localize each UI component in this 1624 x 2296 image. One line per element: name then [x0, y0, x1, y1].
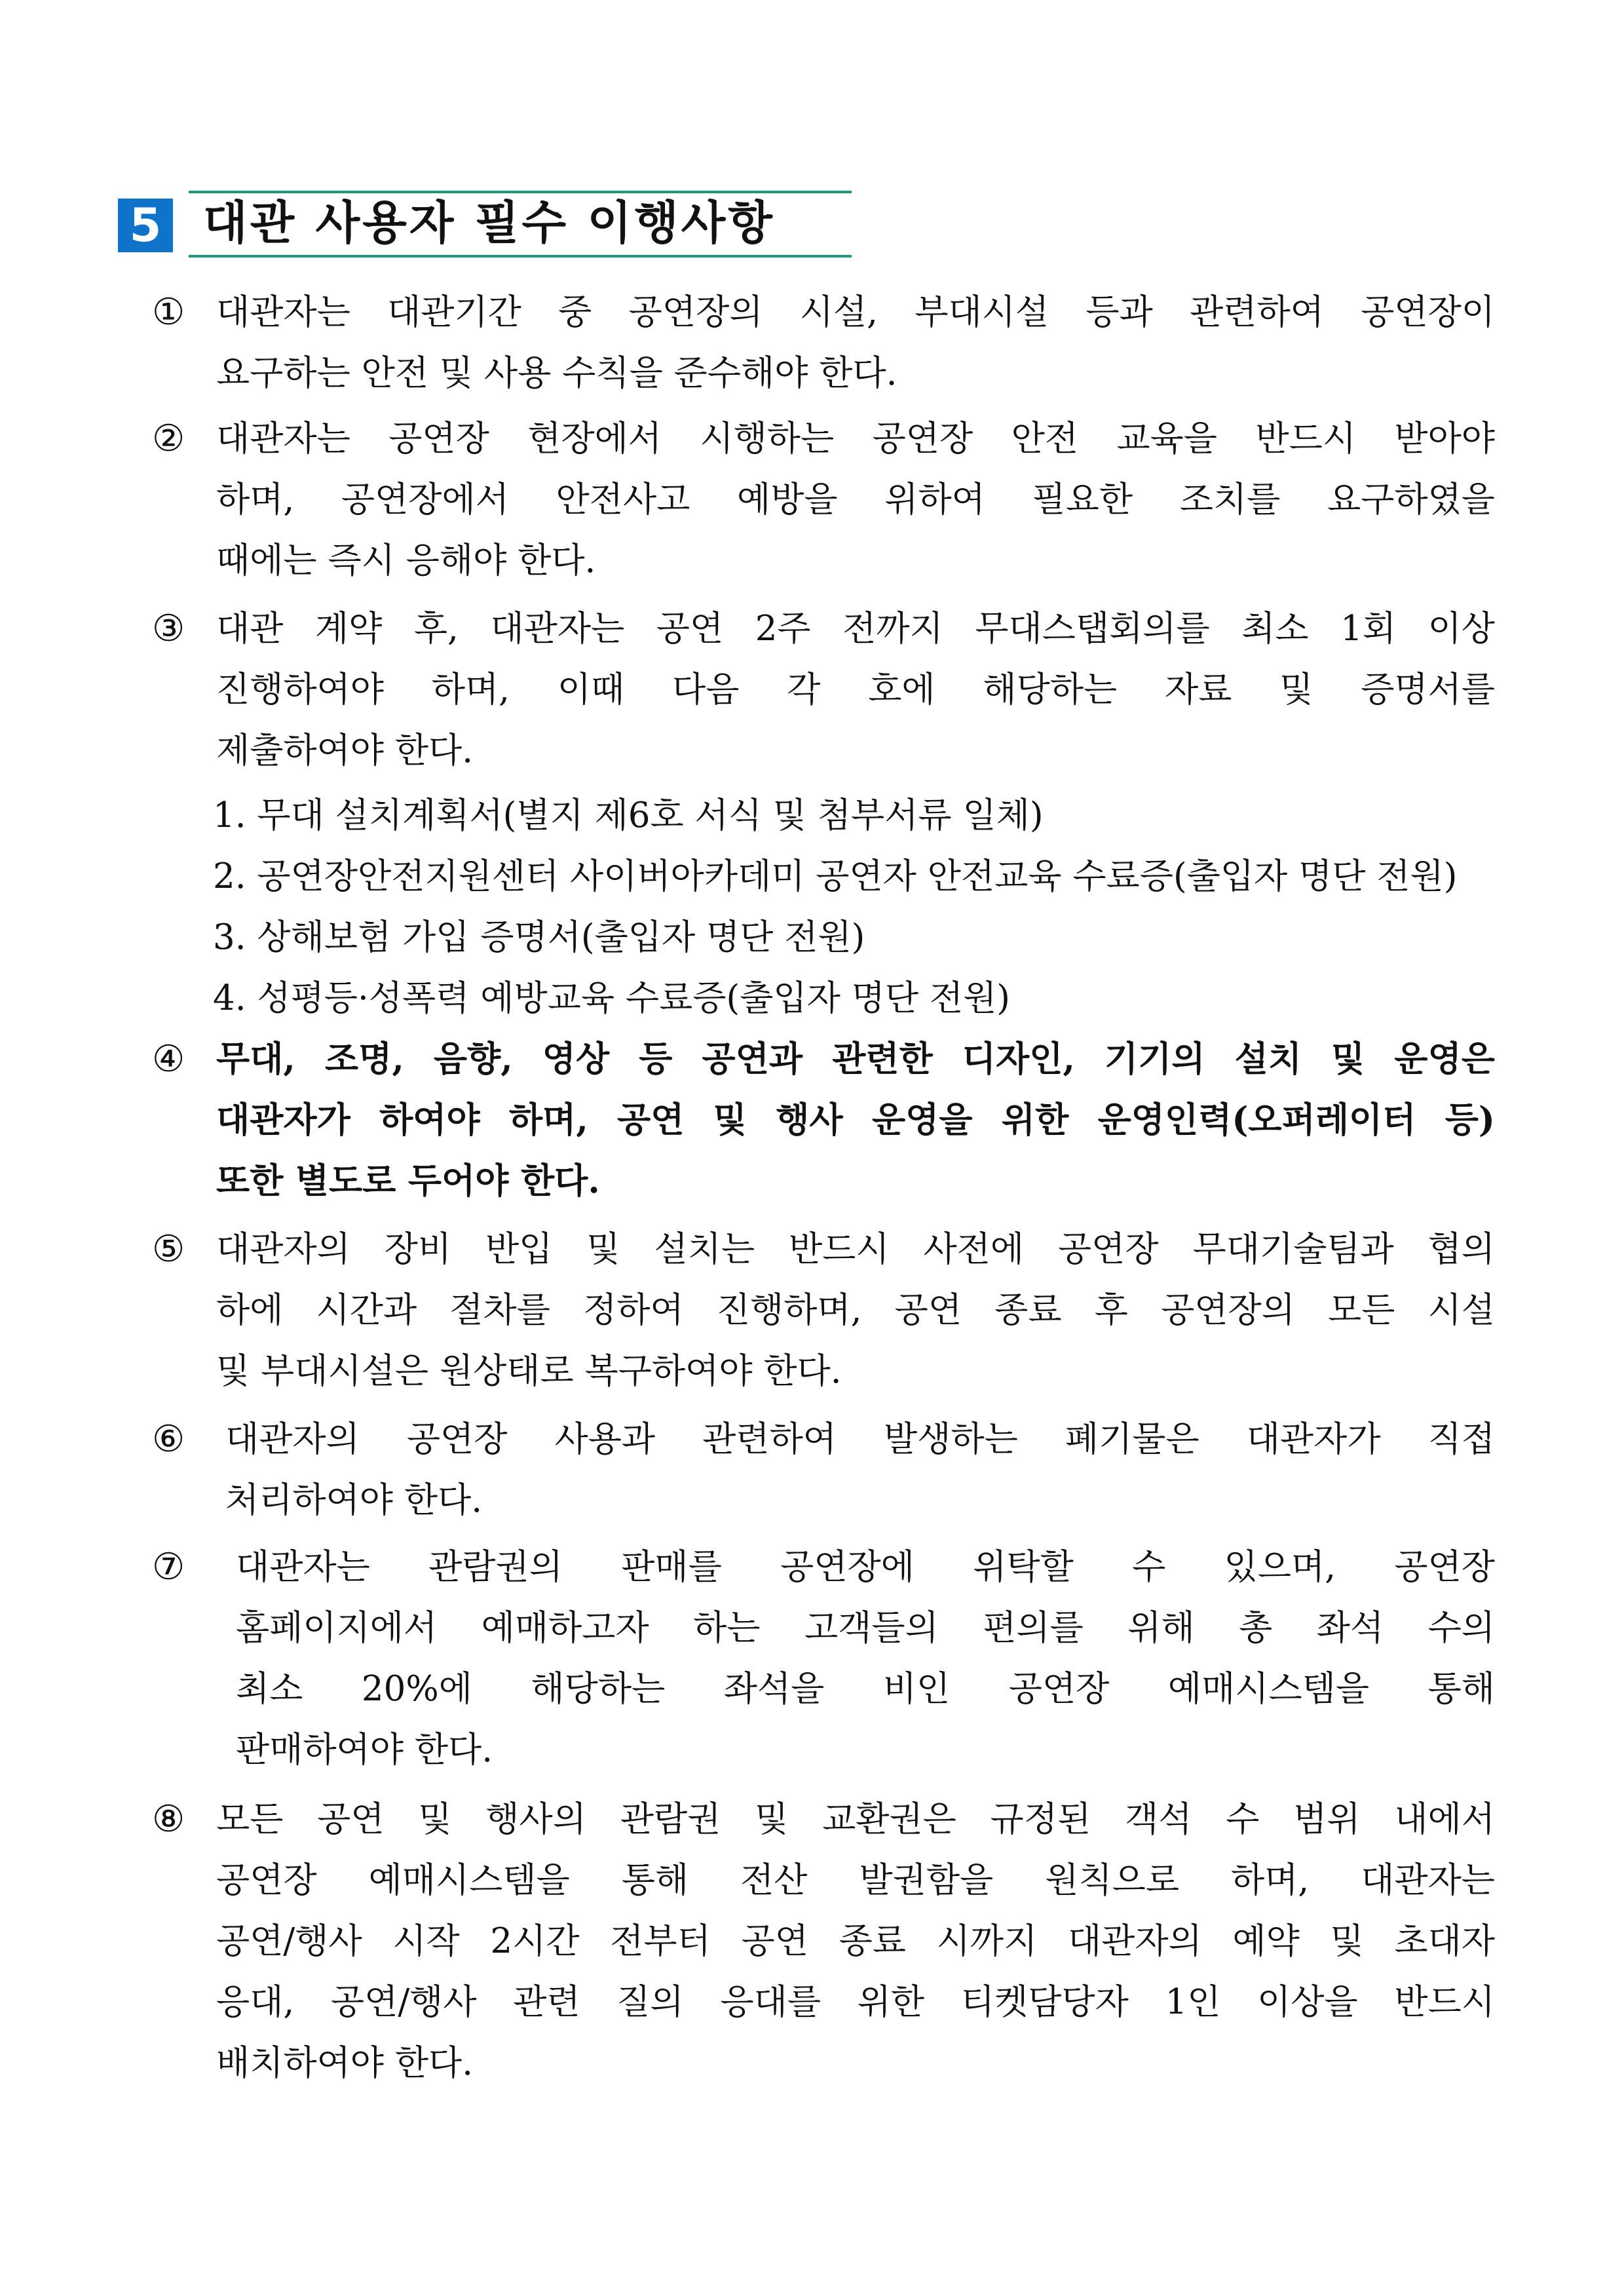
item-text-line: 공연/행사 시작 2시간 전부터 공연 종료 시까지 대관자의 예약 및 초대자	[216, 1921, 1495, 1961]
item-marker: ①	[152, 291, 185, 334]
item-text-line: 제출하여야 한다.	[216, 731, 474, 771]
item-text-line: 응대, 공연/행사 관련 질의 응대를 위한 티켓담당자 1인 이상을 반드시	[216, 1982, 1495, 2022]
item-text-line: 또한 별도로 두어야 한다.	[216, 1160, 600, 1201]
section-heading	[118, 187, 852, 259]
item-text-line: 요구하는 안전 및 사용 수칙을 준수해야 한다.	[216, 353, 897, 393]
item-marker: ④	[152, 1038, 185, 1081]
sub-item-3: 3. 상해보험 가입 증명서(출입자 명단 전원)	[213, 917, 865, 957]
item-marker: ⑥	[152, 1418, 185, 1461]
item-text-line: 무대, 조명, 음향, 영상 등 공연과 관련한 디자인, 기기의 설치 및 운영은	[216, 1039, 1495, 1079]
item-text-line: 배치하여야 한다.	[216, 2043, 474, 2083]
item-marker: ⑧	[152, 1798, 185, 1841]
section-title: 대관 사용자 필수 이행사항	[203, 196, 775, 250]
item-marker: ⑦	[152, 1546, 185, 1588]
item-text-line: 대관자는 관람권의 판매를 공연장에 위탁할 수 있으며, 공연장	[236, 1547, 1495, 1587]
item-text-line: 대관자의 공연장 사용과 관련하여 발생하는 폐기물은 대관자가 직접	[225, 1419, 1495, 1459]
item-marker: ⑤	[152, 1228, 185, 1271]
item-text-line: 대관자의 장비 반입 및 설치는 반드시 사전에 공연장 무대기술팀과 협의	[216, 1229, 1495, 1269]
item-text-line: 대관 계약 후, 대관자는 공연 2주 전까지 무대스탭회의를 최소 1회 이상	[216, 609, 1495, 649]
item-text-line: 하며, 공연장에서 안전사고 예방을 위하여 필요한 조치를 요구하였을	[216, 480, 1495, 520]
item-text-line: 최소 20%에 해당하는 좌석을 비인 공연장 예매시스템을 통해	[236, 1669, 1495, 1709]
item-text-line: 대관자는 대관기간 중 공연장의 시설, 부대시설 등과 관련하여 공연장이	[216, 292, 1495, 332]
item-text-line: 대관자는 공연장 현장에서 시행하는 공연장 안전 교육을 반드시 받아야	[216, 419, 1495, 459]
item-text-line: 처리하여야 한다.	[225, 1480, 483, 1520]
item-text-line: 판매하여야 한다.	[236, 1730, 493, 1770]
item-text-line: 하에 시간과 절차를 정하여 진행하며, 공연 종료 후 공연장의 모든 시설	[216, 1290, 1495, 1330]
item-text-line: 때에는 즉시 응해야 한다.	[216, 541, 596, 581]
item-text-line: 및 부대시설은 원상태로 복구하여야 한다.	[216, 1351, 842, 1391]
item-text-line: 진행하여야 하며, 이때 다음 각 호에 해당하는 자료 및 증명서를	[216, 670, 1495, 710]
heading-bottom-rule	[189, 255, 852, 258]
item-text-line: 공연장 예매시스템을 통해 전산 발권함을 원칙으로 하며, 대관자는	[216, 1860, 1495, 1900]
section-number-badge: 5	[118, 199, 173, 252]
item-text-line: 홈페이지에서 예매하고자 하는 고객들의 편의를 위해 총 좌석 수의	[236, 1608, 1495, 1648]
sub-item-1: 1. 무대 설치계획서(별지 제6호 서식 및 첨부서류 일체)	[213, 795, 1044, 835]
item-marker: ②	[152, 417, 185, 460]
sub-item-2: 2. 공연장안전지원센터 사이버아카데미 공연자 안전교육 수료증(출입자 명단 전원)	[213, 856, 1458, 896]
item-text-line: 모든 공연 및 행사의 관람권 및 교환권은 규정된 객석 수 범위 내에서	[216, 1799, 1495, 1839]
item-marker: ③	[152, 607, 185, 650]
item-text-line: 대관자가 하여야 하며, 공연 및 행사 운영을 위한 운영인력(오퍼레이터 등)	[216, 1100, 1495, 1140]
sub-item-4: 4. 성평등·성폭력 예방교육 수료증(출입자 명단 전원)	[213, 978, 1010, 1018]
